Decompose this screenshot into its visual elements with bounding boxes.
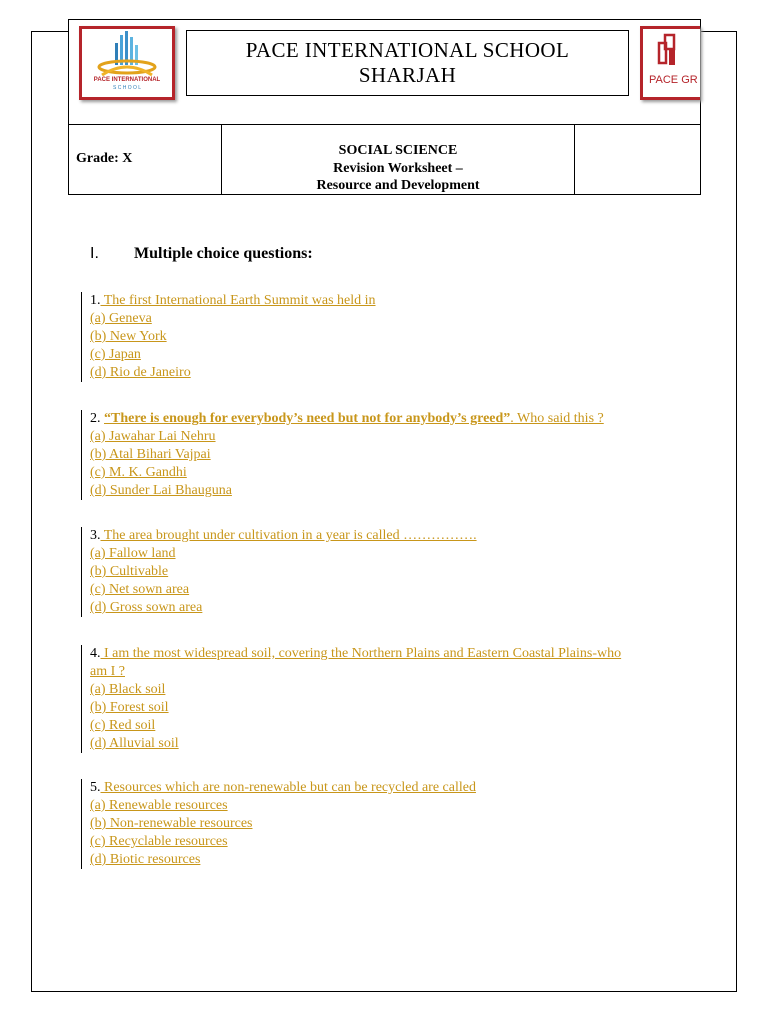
school-logo-text: PACE INTERNATIONAL [93,77,161,83]
option-a[interactable]: (a) Jawahar Lai Nehru [90,429,216,444]
option-c[interactable]: (c) Red soil [90,718,156,733]
question-number: 3. [90,528,101,543]
question-3 [81,527,690,617]
option-c[interactable]: (c) Recyclable resources [90,834,228,849]
question-number: 4. [90,646,101,661]
question-stem-continued[interactable]: am I ? [90,664,125,679]
section-title: Multiple choice questions: [134,245,313,262]
option-a[interactable]: (a) Fallow land [90,546,176,561]
question-5 [81,779,690,869]
question-1 [81,292,690,382]
question-number: 2. [90,411,101,426]
option-c[interactable]: (c) Net sown area [90,582,190,597]
option-d[interactable]: (d) Rio de Janeiro [90,365,191,380]
section-heading [90,245,313,263]
group-logo-graphic [643,29,700,97]
question-stem[interactable]: I am the most widespread soil, covering the Northern Plains and Eastern Coastal Plains-who [100,646,622,661]
question-stem[interactable]: Resources which are non-renewable but can be recycled are called [100,780,476,795]
group-logo [640,26,700,100]
school-name-line1: PACE INTERNATIONAL SCHOOL [245,38,570,62]
school-name-line2: SHARJAH [358,63,457,87]
option-a[interactable]: (a) Geneva [90,311,152,326]
option-b[interactable]: (b) Atal Bihari Vajpai [90,447,211,462]
chapter-title: Resource and Development [316,178,480,193]
question-number: 5. [90,780,101,795]
option-d[interactable]: (d) Gross sown area [90,600,203,615]
grade-label: Grade: X [76,151,133,166]
option-d[interactable]: (d) Sunder Lai Bhauguna [90,483,232,498]
school-name-box [186,30,629,96]
option-b[interactable]: (b) Non-renewable resources [90,816,253,831]
option-d[interactable]: (d) Alluvial soil [90,736,179,751]
option-a[interactable]: (a) Renewable resources [90,798,228,813]
subject-title: SOCIAL SCIENCE [338,143,458,158]
question-stem[interactable]: . Who said this ? [510,411,604,426]
subject-cell-divider [574,124,575,195]
question-quote[interactable]: “There is enough for everybody’s need but not for anybody’s greed” [104,411,511,426]
question-4 [81,645,690,753]
question-2 [81,410,690,500]
option-b[interactable]: (b) New York [90,329,167,344]
option-a[interactable]: (a) Black soil [90,682,166,697]
option-d[interactable]: (d) Biotic resources [90,852,201,867]
option-c[interactable]: (c) Japan [90,347,141,362]
question-stem[interactable]: The first International Earth Summit was held in [100,293,376,308]
option-b[interactable]: (b) Forest soil [90,700,169,715]
option-b[interactable]: (b) Cultivable [90,564,169,579]
group-logo-text: PACE GR [649,74,698,86]
question-number: 1. [90,293,101,308]
school-logo [79,26,175,100]
school-logo-subtext: S C H O O L [112,85,142,91]
section-number: I. [90,245,99,262]
worksheet-title: Revision Worksheet – [333,160,463,176]
header-divider [68,124,701,125]
question-stem[interactable]: The area brought under cultivation in a year is called ……………. [100,528,477,543]
subject-block [222,142,574,195]
option-c[interactable]: (c) M. K. Gandhi [90,465,187,480]
